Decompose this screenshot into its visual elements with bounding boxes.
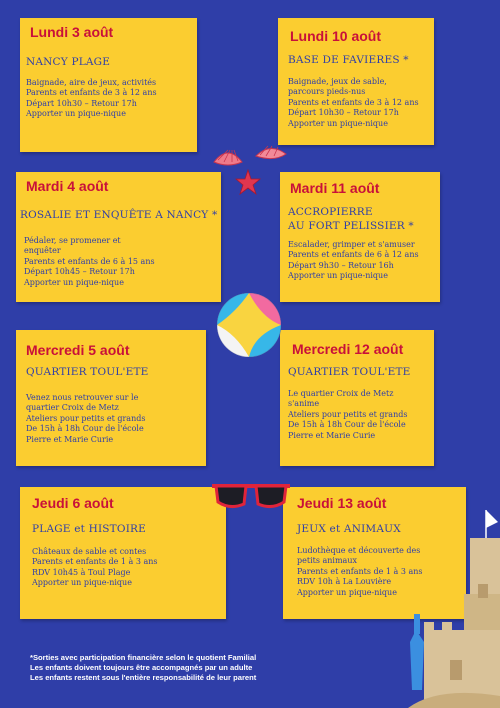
card-title: BASE DE FAVIERES * [288,54,409,66]
card-details: Le quartier Croix de Metz s'anime Ateliers pour petits et grands De 15h à 18h Cour de l'école Pierre et Marie Curie [288,389,408,440]
card-mardi-11 [280,172,440,302]
card-day: Lundi 10 août [290,28,381,44]
card-title: QUARTIER TOUL'ETE [26,366,149,378]
card-day: Lundi 3 août [30,24,114,40]
sandcastle-icon [408,510,500,708]
footer-line: *Sorties avec participation financière selon le quotient Familial [30,653,257,662]
card-day: Jeudi 13 août [297,495,387,511]
card-title: QUARTIER TOUL'ETE [288,366,411,378]
card-details: Châteaux de sable et contes Parents et enfants de 1 à 3 ans RDV 10h45 à Toul Plage Apporter un pique-nique [32,547,158,588]
card-title: NANCY PLAGE [26,56,111,68]
card-day: Mercredi 12 août [292,341,404,357]
card-title: PLAGE et HISTOIRE [32,523,147,535]
shells-icon [208,138,292,198]
card-day: Mardi 4 août [26,178,109,194]
card-details: Pédaler, se promener et enquêter Parents et enfants de 6 à 15 ans Départ 10h45 – Retour 17h Apporter un pique-nique [24,236,155,287]
card-day: Jeudi 6 août [32,495,114,511]
card-title: JEUX et ANIMAUX [297,523,401,535]
card-details: Baignade, aire de jeux, activités Parents et enfants de 3 à 12 ans Départ 10h30 – Retour 17h Apporter un pique-nique [26,78,157,119]
card-title: ACCROPIERRE [288,206,373,218]
card-details: Venez nous retrouver sur le quartier Croix de Metz Ateliers pour petits et grands De 15h à 18h Cour de l'école Pierre et Marie Curie [26,393,146,444]
card-day: Mardi 11 août [290,180,380,196]
card-details: Escalader, grimper et s'amuser Parents et enfants de 6 à 12 ans Départ 9h30 – Retour 16h Apporter un pique-nique [288,240,419,281]
card-mercredi-5 [16,330,206,466]
card-lundi-10 [278,18,434,145]
beach-ball-icon [214,290,284,360]
footer-line: Les enfants restent sous l'entière responsabilité de leur parent [30,673,257,682]
card-jeudi-6 [20,487,226,619]
card-details: Baignade, jeux de sable, parcours pieds-nus Parents et enfants de 3 à 12 ans Départ 10h30 – Retour 17h Apporter un pique-nique [288,77,419,128]
footer-notes [30,653,256,683]
sunglasses-icon [210,480,292,514]
card-mercredi-12 [280,330,434,466]
card-details: Ludothèque et découverte des petits animaux Parents et enfants de 1 à 3 ans RDV 10h à La Louvière Apporter un pique-nique [297,546,423,597]
card-day: Mercredi 5 août [26,342,130,358]
card-mardi-4 [16,172,221,302]
card-lundi-3 [20,18,197,152]
card-title: ROSALIE ET ENQUÊTE A NANCY * [20,209,218,221]
footer-line: Les enfants doivent toujours être accompagnés par un adulte [30,663,253,672]
card-title-line-2: AU FORT PELISSIER * [288,220,414,232]
